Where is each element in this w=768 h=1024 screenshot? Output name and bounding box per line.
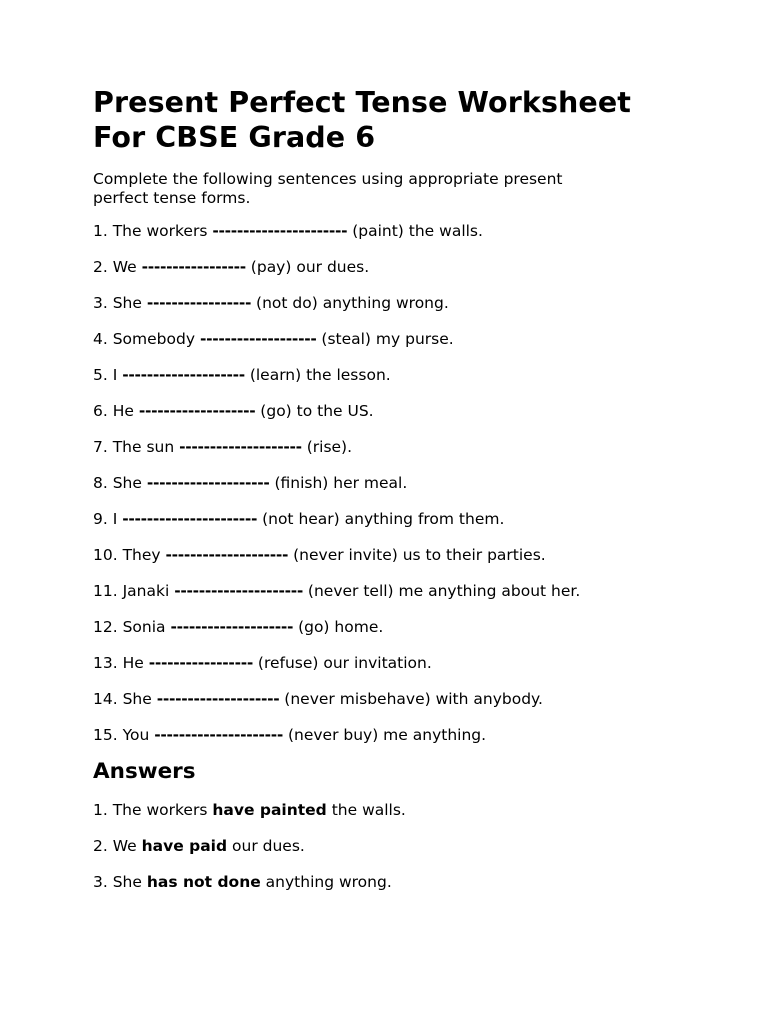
answers-heading: Answers — [93, 759, 196, 784]
question-text: 2. We — [93, 258, 142, 276]
question-text: 7. The sun — [93, 438, 180, 456]
question-text: 15. You — [93, 726, 155, 744]
question-hint: (never invite) us to their parties. — [288, 546, 546, 564]
question-item — [93, 402, 713, 421]
answer-text-end: anything wrong. — [260, 873, 392, 891]
question-hint: (never misbehave) with anybody. — [279, 690, 543, 708]
question-item — [93, 726, 713, 745]
answer-blank: ----------------- — [141, 258, 246, 276]
answer-item — [93, 801, 713, 820]
answer-blank: ----------------- — [146, 294, 252, 312]
question-text: 12. Sonia — [93, 618, 171, 636]
worksheet-page — [93, 85, 713, 909]
question-text: 14. She — [93, 690, 157, 708]
question-item — [93, 330, 713, 349]
answer-blank: -------------------- — [156, 690, 280, 708]
question-list — [93, 222, 713, 745]
answer-blank: -------------------- — [122, 366, 245, 384]
question-text: 9. I — [93, 510, 123, 528]
answer-blank: ------------------- — [138, 402, 256, 420]
question-item — [93, 654, 713, 673]
question-hint: (learn) the lesson. — [244, 366, 391, 384]
question-item — [93, 258, 713, 277]
answer-blank: ---------------------- — [212, 222, 348, 240]
answer-text: 3. She — [93, 873, 147, 891]
question-text: 3. She — [93, 294, 147, 312]
question-item — [93, 618, 713, 637]
page-title — [93, 85, 713, 155]
answer-blank: ----------------- — [148, 654, 253, 672]
answer-blank: -------------------- — [170, 618, 294, 636]
answer-verb: have paid — [141, 837, 228, 855]
answer-item — [93, 873, 713, 892]
question-text: 5. I — [93, 366, 123, 384]
question-item — [93, 582, 713, 601]
question-hint: (steal) my purse. — [316, 330, 454, 348]
question-hint: (refuse) our invitation. — [252, 654, 432, 672]
question-hint: (finish) her meal. — [269, 474, 408, 492]
question-hint: (paint) the walls. — [347, 222, 483, 240]
question-item — [93, 474, 713, 493]
question-item — [93, 510, 713, 529]
answer-list — [93, 801, 713, 892]
question-hint: (rise). — [301, 438, 353, 456]
question-item — [93, 690, 713, 709]
answer-item — [93, 837, 713, 856]
answer-blank: -------------------- — [179, 438, 302, 456]
answer-blank: ------------------- — [199, 330, 317, 348]
question-item — [93, 222, 713, 241]
question-text: 10. They — [93, 546, 166, 564]
question-text: 4. Somebody — [93, 330, 200, 348]
question-item — [93, 366, 713, 385]
answer-blank: --------------------- — [174, 582, 303, 600]
question-text: 11. Janaki — [93, 582, 175, 600]
question-hint: (not hear) anything from them. — [257, 510, 505, 528]
answer-blank: --------------------- — [154, 726, 284, 744]
answer-verb: have painted — [212, 801, 327, 819]
instructions-line-1: Complete the following sentences using appropriate present — [93, 170, 563, 188]
answer-text-end: the walls. — [326, 801, 406, 819]
title-line-2: For CBSE Grade 6 — [93, 121, 376, 154]
question-hint: (never tell) me anything about her. — [302, 582, 581, 600]
question-item — [93, 294, 713, 313]
instructions — [93, 170, 713, 208]
answer-verb: has not done — [146, 873, 261, 891]
question-text: 8. She — [93, 474, 147, 492]
question-hint: (go) home. — [293, 618, 384, 636]
question-hint: (go) to the US. — [255, 402, 374, 420]
answer-blank: ---------------------- — [122, 510, 258, 528]
instructions-line-2: perfect tense forms. — [93, 189, 251, 207]
question-text: 6. He — [93, 402, 139, 420]
question-hint: (not do) anything wrong. — [251, 294, 449, 312]
answer-text-end: our dues. — [227, 837, 305, 855]
answer-blank: -------------------- — [146, 474, 270, 492]
question-hint: (pay) our dues. — [245, 258, 370, 276]
answer-text: 1. The workers — [93, 801, 213, 819]
question-item — [93, 546, 713, 565]
answer-blank: -------------------- — [165, 546, 289, 564]
title-line-1: Present Perfect Tense Worksheet — [93, 86, 631, 119]
question-hint: (never buy) me anything. — [283, 726, 487, 744]
question-text: 1. The workers — [93, 222, 213, 240]
answer-text: 2. We — [93, 837, 142, 855]
question-text: 13. He — [93, 654, 149, 672]
question-item — [93, 438, 713, 457]
